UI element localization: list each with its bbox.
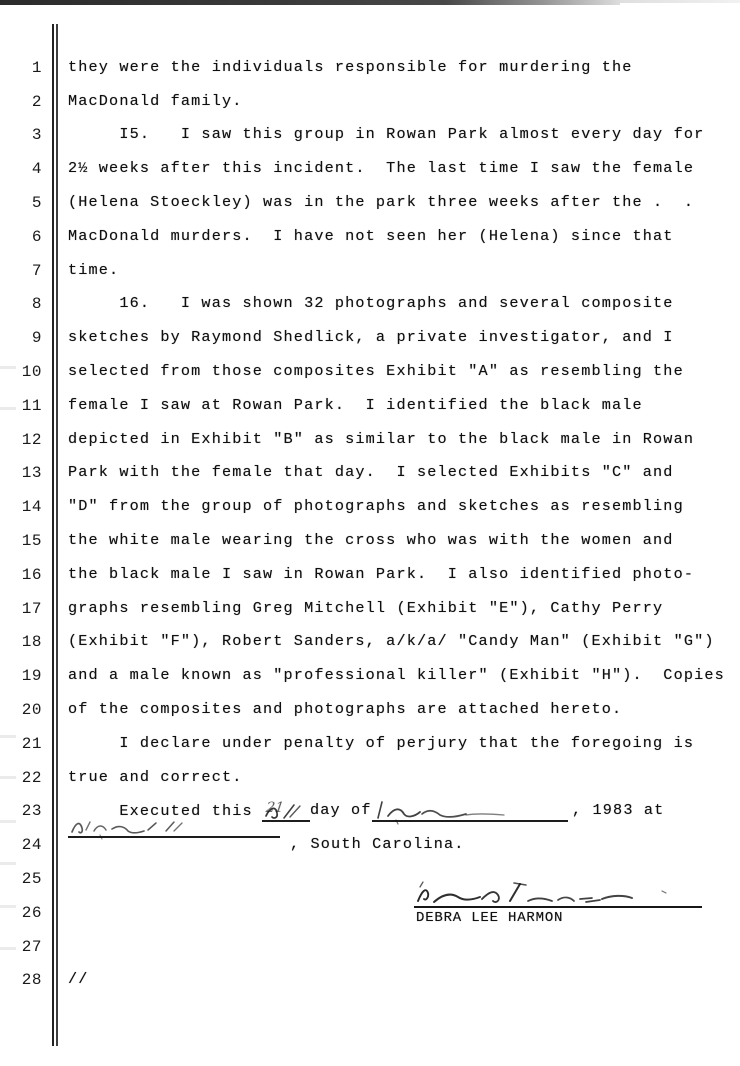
line-number: 22 (21, 769, 42, 787)
line-number: 16 (21, 566, 42, 584)
scan-artifact-top-band-right (620, 0, 740, 3)
line-number: 28 (21, 971, 42, 989)
scan-artifact-left-streak (0, 820, 16, 823)
body-line: female I saw at Rowan Park. I identified the black male (68, 396, 643, 414)
line-number: 9 (31, 329, 42, 347)
body-line: true and correct. (68, 768, 243, 786)
end-of-page-marker: // (68, 970, 89, 988)
body-line: selected from those composites Exhibit "A" as resembling the (68, 362, 684, 380)
body-line: the white male wearing the cross who was with the women and (68, 531, 674, 549)
signature-printed-name: DEBRA LEE HARMON (416, 910, 564, 926)
line-number: 1 (31, 59, 42, 77)
line-number: 5 (31, 194, 42, 212)
body-line: the black male I saw in Rowan Park. I also identified photo- (68, 565, 695, 583)
line-number: 8 (31, 295, 42, 313)
line-number: 21 (21, 735, 42, 753)
line-number: 24 (21, 836, 42, 854)
body-line: 2½ weeks after this incident. The last time I saw the female (68, 159, 695, 177)
handwritten-day-value: 21 (264, 800, 285, 816)
line-number: 17 (21, 600, 42, 618)
handwritten-signature-ink (414, 877, 704, 909)
handwritten-city-ink (70, 814, 276, 840)
body-line: (Helena Stoeckley) was in the park three weeks after the . . (68, 193, 695, 211)
body-line: they were the individuals responsible for murdering the (68, 58, 633, 76)
line-number: 26 (21, 904, 42, 922)
execution-middle: day of (310, 801, 372, 819)
location-suffix: , South Carolina. (290, 835, 465, 853)
line-number: 14 (21, 498, 42, 516)
body-line: 16. I was shown 32 photographs and several composite (68, 294, 674, 312)
line-number: 3 (31, 126, 42, 144)
line-number: 2 (31, 93, 42, 111)
handwritten-month-ink (374, 798, 564, 824)
line-number: 7 (31, 262, 42, 280)
body-line: graphs resembling Greg Mitchell (Exhibit "E"), Cathy Perry (68, 599, 664, 617)
body-line: depicted in Exhibit "B" as similar to the black male in Rowan (68, 430, 695, 448)
body-line: I declare under penalty of perjury that the foregoing is (68, 734, 695, 752)
execution-prefix: Executed this (68, 802, 253, 820)
line-number: 18 (21, 633, 42, 651)
signature-rule (414, 906, 702, 908)
line-number: 12 (21, 431, 42, 449)
body-line: sketches by Raymond Shedlick, a private investigator, and I (68, 328, 674, 346)
body-line: and a male known as "professional killer" (Exhibit "H"). Copies (68, 666, 725, 684)
line-number: 15 (21, 532, 42, 550)
body-line: Park with the female that day. I selected Exhibits "C" and (68, 463, 674, 481)
body-line: time. (68, 261, 120, 279)
scan-artifact-top-band (0, 0, 620, 5)
body-line: MacDonald family. (68, 92, 243, 110)
line-number: 6 (31, 228, 42, 246)
pleading-margin-rule (52, 24, 59, 1046)
body-line: (Exhibit "F"), Robert Sanders, a/k/a/ "Candy Man" (Exhibit "G") (68, 632, 715, 650)
line-number: 13 (21, 464, 42, 482)
line-number: 27 (21, 938, 42, 956)
body-line: MacDonald murders. I have not seen her (Helena) since that (68, 227, 674, 245)
line-number: 20 (21, 701, 42, 719)
execution-suffix: , 1983 at (572, 801, 665, 819)
body-line: I5. I saw this group in Rowan Park almost every day for (68, 125, 705, 143)
body-line: of the composites and photographs are attached hereto. (68, 700, 623, 718)
line-number: 25 (21, 870, 42, 888)
scan-artifact-left-streak (0, 862, 16, 865)
line-number: 11 (21, 397, 42, 415)
line-number: 10 (21, 363, 42, 381)
line-number: 23 (21, 802, 42, 820)
line-number: 4 (31, 160, 42, 178)
line-number: 19 (21, 667, 42, 685)
body-line: "D" from the group of photographs and sketches as resembling (68, 497, 684, 515)
